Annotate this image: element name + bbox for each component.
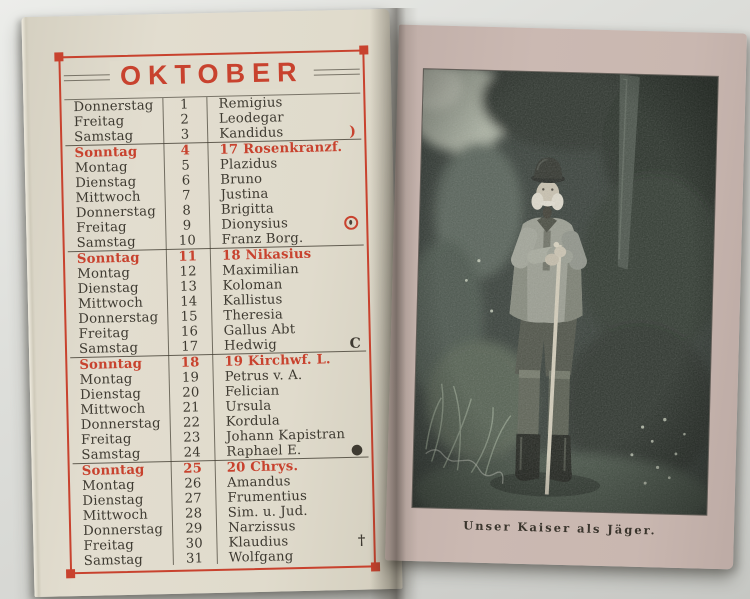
saint-name-text: Kallistus [222,292,283,309]
weekday-cell: Dienstag [82,492,144,509]
cross-icon: † [357,532,366,549]
saint-name-text: 18 Nikasius [221,246,312,264]
saint-name-text: Koloman [222,277,283,294]
date-number-cell: 2 [180,112,190,128]
saint-name-text: Sim. u. Jud. [227,503,308,521]
saint-name-text: Gallus Abt [223,322,296,339]
weekday-cell: Sonntag [79,356,143,374]
date-number-cell: 24 [183,445,202,461]
saint-name-text: Brigitta [220,201,275,218]
weekday-cell: Sonntag [76,250,140,268]
page-title [61,56,364,94]
date-number-cell: 10 [178,233,197,249]
weekday-cell: Mittwoch [77,295,144,313]
weekday-cell: Mittwoch [80,401,146,419]
date-number-cell: 30 [185,536,204,552]
weekday-cell: Montag [77,265,131,283]
saint-name-text: Leodegar [218,110,285,127]
date-number-cell: 27 [184,491,203,507]
weekday-cell: Donnerstag [82,522,164,539]
saint-name-text: Kandidus [219,125,284,142]
date-number-cell: 3 [180,127,190,143]
weekday-cell: Donnerstag [75,204,157,222]
weekday-cell: Samstag [81,446,141,463]
frame-corner-square [371,562,380,571]
saint-name-text: Petrus v. A. [224,367,303,385]
red-border-frame [58,49,376,574]
saint-name-text: Ursula [225,398,272,415]
saint-name-text: Felician [224,383,280,400]
date-number-cell: 23 [183,430,201,446]
saint-name-text: Kordula [225,413,281,430]
weekday-cell: Freitag [80,431,132,449]
date-number-cell: 29 [185,521,203,537]
weekday-cell: Montag [79,371,133,389]
saint-name-text: Remigius [218,95,283,112]
frame-corner-square [54,52,63,61]
saint-name-text: Frumentius [227,488,308,506]
last-quarter-moon-icon: C [349,335,362,352]
date-number-cell: 4 [180,143,191,159]
weekday-cell: Mittwoch [75,189,141,207]
saint-name-text: 20 Chrys. [226,459,299,476]
date-number-cell: 20 [182,385,200,401]
weekday-cell: Samstag [74,128,134,146]
full-moon-icon [344,215,358,229]
weekday-cell: Donnerstag [73,98,154,116]
calendar-table [64,94,371,568]
saint-name-text: Franz Borg. [221,230,304,248]
weekday-cell: Freitag [83,537,135,554]
right-page [385,25,747,570]
date-number-cell: 21 [182,400,200,416]
date-number-cell: 13 [179,279,198,295]
frame-corner-square [359,45,368,54]
date-number-cell: 1 [179,97,189,113]
saint-name-text: Dionysius [221,216,289,233]
saint-name-text: Amandus [226,474,291,491]
saint-name-text: Wolfgang [228,549,294,566]
date-number-cell: 14 [180,294,198,310]
saint-name-text: Bruno [220,171,263,188]
date-number-cell: 9 [182,218,192,234]
weekday-cell: Donnerstag [78,310,159,328]
weekday-cell: Samstag [83,552,144,569]
weekday-cell: Mittwoch [82,507,148,524]
saint-name-text: Hedwig [223,337,278,354]
weekday-cell: Dienstag [79,386,142,404]
weekday-cell: Freitag [78,325,130,343]
photo-caption: Unser Kaiser als Jäger. [463,518,657,538]
weekday-cell: Sonntag [81,462,145,479]
date-number-cell: 8 [182,203,192,219]
weekday-cell: Dienstag [77,280,139,298]
date-number-cell: 5 [181,158,191,174]
date-number-cell: 17 [181,339,199,355]
date-number-cell: 26 [184,476,202,492]
weekday-cell: Dienstag [75,174,137,192]
saint-name-text: Maximilian [222,262,300,279]
saint-name-text: Justina [220,186,269,203]
weekday-cell: Samstag [78,340,139,358]
weekday-cell: Sonntag [74,144,138,162]
date-number-cell: 22 [182,415,201,431]
weekday-cell: Donnerstag [80,416,161,434]
month-title-text: OKTOBER [110,57,314,93]
calendar-rows [64,94,371,568]
new-moon-icon: ● [350,441,364,458]
saint-name-text: 17 Rosenkranzf. [219,140,343,158]
left-page [21,9,402,597]
date-number-cell: 28 [184,506,203,522]
weekday-cell: Samstag [76,234,136,252]
date-number-cell: 11 [178,249,198,265]
weekday-cell: Montag [81,477,136,494]
weekday-cell: Freitag [73,113,125,131]
date-number-cell: 19 [181,370,200,386]
saint-name-text: Raphael E. [226,443,302,460]
weekday-cell: Montag [74,159,128,177]
date-number-cell: 7 [181,188,191,204]
kaiser-photo [412,69,717,515]
saint-name-text: Narzissus [228,519,296,536]
saint-name-text: Johann Kapistran [225,427,346,445]
date-number-cell: 12 [179,264,197,280]
date-number-cell: 18 [180,355,200,371]
saint-name-text: Theresia [223,307,284,324]
date-number-cell: 6 [181,173,191,189]
saint-name-text: Plazidus [219,156,278,173]
frame-corner-square [66,569,75,578]
date-number-cell: 25 [183,461,203,477]
photo-vignette [412,69,717,515]
weekday-cell: Freitag [76,219,127,237]
kaiser-photo-illustration [412,69,717,515]
date-number-cell: 31 [185,551,204,567]
saint-name-text: 19 Kirchwf. L. [224,352,331,370]
saint-name-cell [217,547,371,565]
saint-name-text: Klaudius [228,534,289,551]
date-number-cell: 16 [180,324,199,340]
first-quarter-moon-icon: ) [349,123,357,140]
date-number-cell: 15 [180,309,198,325]
